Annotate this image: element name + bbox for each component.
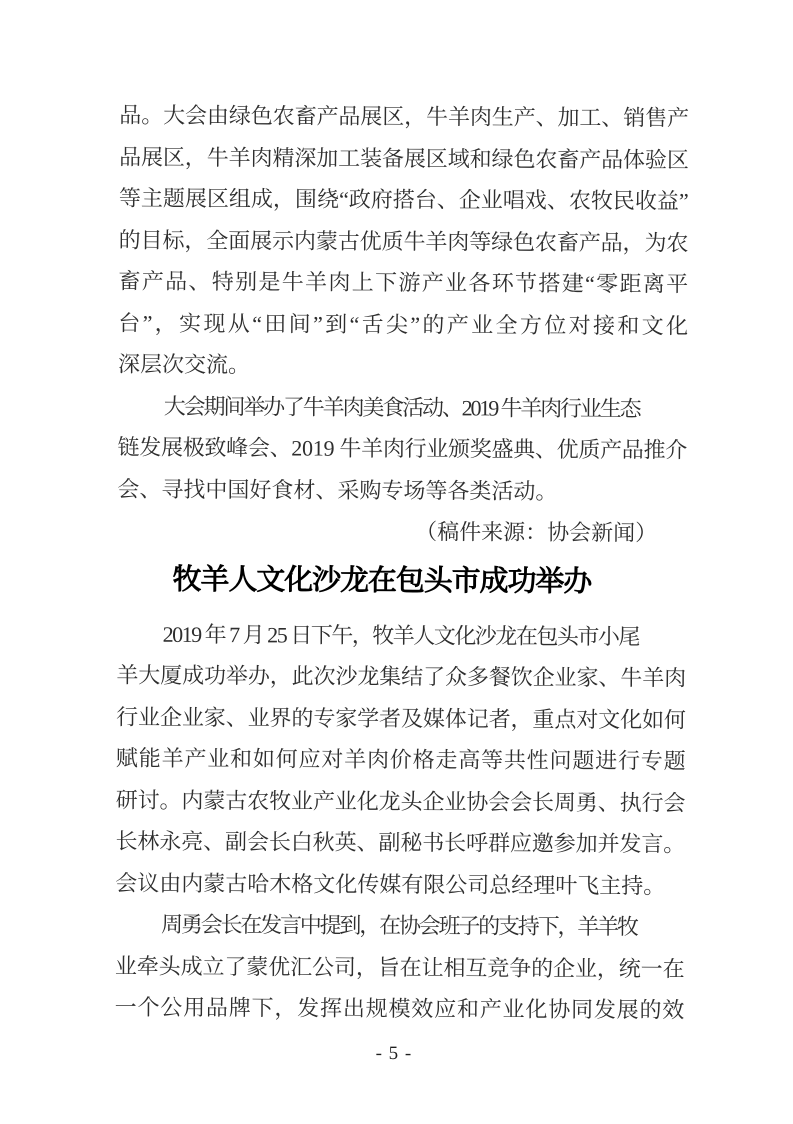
body-line: 的目标，全面展示内蒙古优质牛羊肉等绿色农畜产品，为农: [118, 227, 689, 256]
body-line: 周勇会长在发言中提到，在协会班子的支持下，羊羊牧: [161, 911, 637, 940]
body-line: 赋能羊产业和如何应对羊肉价格走高等共性问题进行专题: [115, 745, 687, 774]
body-line: 研讨。内蒙古农牧业产业化龙头企业协会会长周勇、执行会: [115, 787, 686, 816]
body-line: 会议由内蒙古哈木格文化传媒有限公司总经理叶飞主持。: [115, 870, 666, 898]
body-line: 会、寻找中国好食材、采购专场等各类活动。: [117, 476, 558, 504]
body-line: 一个公用品牌下，发挥出规模效应和产业化协同发展的效: [114, 994, 686, 1023]
body-line: 等主题展区组成，围绕“政府搭台、企业唱戏、农牧民收益”: [118, 185, 689, 214]
body-line: 品展区，牛羊肉精深加工装备展区域和绿色农畜产品体验区: [119, 144, 689, 173]
body-line: 台”，实现从“田间”到“舌尖”的产业全方位对接和文化: [118, 310, 691, 339]
body-line: 行业企业家、业界的专家学者及媒体记者，重点对文化如何: [116, 704, 686, 733]
body-line: 羊大厦成功举办，此次沙龙集结了众多餐饮企业家、牛羊肉: [116, 662, 687, 691]
document-body: [115, 95, 690, 1031]
body-line: 长林永亮、副会长白秋英、副秘书长呼群应邀参加并发言。: [115, 828, 686, 857]
body-line: 链发展极致峰会、2019 牛羊肉行业颁奖盛典、优质产品推介: [117, 434, 688, 463]
body-line: 大会期间举办了牛羊肉美食活动、2019 牛羊肉行业生态: [163, 393, 640, 421]
body-line: 品。大会由绿色农畜产品展区，牛羊肉生产、加工、销售产: [119, 102, 690, 131]
page-number: - 5 -: [375, 1042, 413, 1065]
body-line: 深层次交流。: [117, 351, 251, 378]
article-heading: 牧羊人文化沙龙在包头市成功举办: [172, 563, 592, 598]
body-line: 业牵头成立了蒙优汇公司，旨在让相互竞争的企业，统一在: [114, 953, 685, 982]
source-line: （稿件来源：协会新闻）: [415, 519, 658, 546]
body-line: 畜产品、特别是牛羊肉上下游产业各环节搭建“零距离平: [118, 268, 690, 297]
body-line: 2019 年 7 月 25 日下午，牧羊人文化沙龙在包头市小尾: [162, 621, 639, 649]
